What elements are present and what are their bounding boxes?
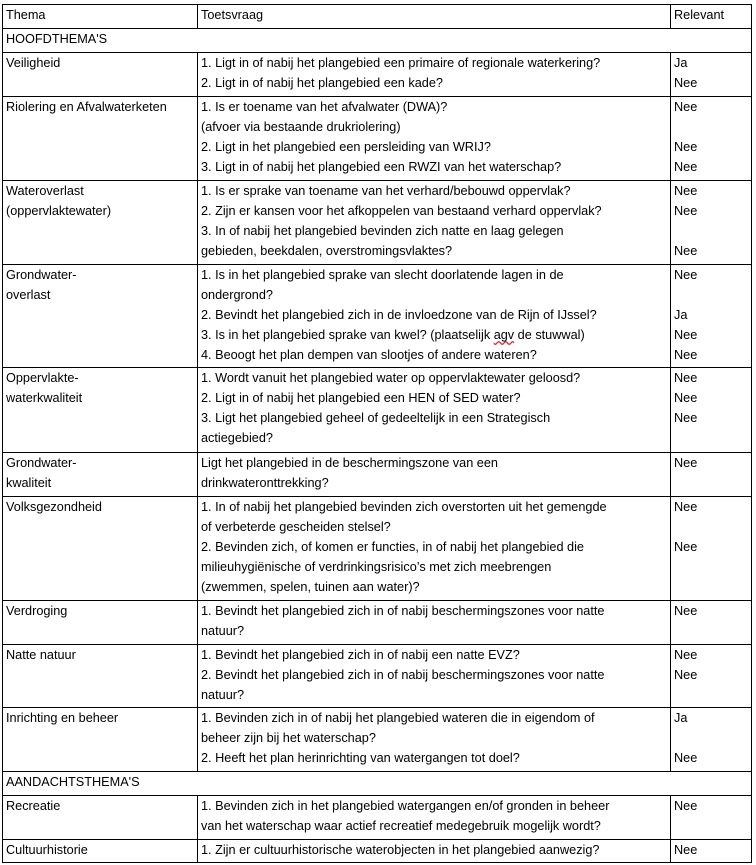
toetsvraag-line: of verbeterde gescheiden stelsel?: [201, 520, 391, 534]
thema-cell-text: overlast: [6, 288, 51, 302]
thema-cell-text: Inrichting en beheer: [6, 711, 119, 725]
thema-cell-text: Cultuurhistorie: [6, 843, 88, 857]
relevant-value: Ja: [674, 56, 688, 70]
relevant-value: Nee: [674, 456, 698, 470]
relevant-value: Nee: [674, 500, 698, 514]
toetsvraag-line: (afvoer via bestaande drukriolering): [201, 120, 401, 134]
table-rule: [2, 4, 752, 5]
thema-cell-text: Veiligheid: [6, 56, 61, 70]
relevant-value: Nee: [674, 799, 698, 813]
relevant-value: Nee: [674, 411, 698, 425]
toetsvraag-line: milieuhygiënische of verdrinkingsrisico’s met zich meebrengen: [201, 560, 552, 574]
thema-cell-text: Grondwater-: [6, 268, 77, 282]
toetsvraag-line: van het waterschap waar actief recreatief medegebruik mogelijk wordt?: [201, 819, 601, 833]
relevant-value: Nee: [674, 371, 698, 385]
relevant-value: Nee: [674, 604, 698, 618]
toetsvraag-line: ondergrond?: [201, 288, 273, 302]
toetsvraag-line: 2. Bevinden zich, of komen er functies, in of nabij het plangebied die: [201, 540, 584, 554]
relevant-value: Ja: [674, 711, 688, 725]
relevant-value: Nee: [674, 348, 698, 362]
toetsvraag-line: 1. Bevindt het plangebied zich in of nabij een natte EVZ?: [201, 648, 520, 662]
thema-cell-text: Volksgezondheid: [6, 500, 102, 514]
relevant-value: Nee: [674, 204, 698, 218]
table-column-rule: [197, 52, 198, 772]
thema-cell-text: Natte natuur: [6, 648, 76, 662]
toetsvraag-line: beheer zijn bij het waterschap?: [201, 731, 376, 745]
table-column-rule: [197, 795, 198, 863]
relevant-value: Nee: [674, 244, 698, 258]
relevant-value: Nee: [674, 540, 698, 554]
toetsvraag-line: drinkwateronttrekking?: [201, 476, 329, 490]
toetsvraag-line: 1. Wordt vanuit het plangebied water op oppervlaktewater geloosd?: [201, 371, 581, 385]
thema-cell-text: Wateroverlast: [6, 184, 84, 198]
relevant-value: Nee: [674, 668, 698, 682]
toetsvraag-line: 1. In of nabij het plangebied bevinden zich overstorten uit het gemengde: [201, 500, 607, 514]
relevant-value: Nee: [674, 648, 698, 662]
toetsvraag-line: 1. Ligt in of nabij het plangebied een primaire of regionale waterkering?: [201, 56, 601, 70]
column-header-relevant: Relevant: [674, 8, 725, 22]
toetsvraag-line: (zwemmen, spelen, tuinen aan water)?: [201, 580, 420, 594]
toetsvraag-line: 1. Bevinden zich in of nabij het plangebied wateren die in eigendom of: [201, 711, 595, 725]
toetsvraag-line: natuur?: [201, 688, 245, 702]
toetsvraag-line: 2. Bevindt het plangebied zich in of nabij beschermingszones voor natte: [201, 668, 605, 682]
toetsvraag-line: natuur?: [201, 624, 245, 638]
table-column-rule: [197, 4, 198, 29]
thema-cell-text: waterkwaliteit: [6, 391, 83, 405]
thema-cell-text: Riolering en Afvalwaterketen: [6, 100, 167, 114]
relevant-value: Nee: [674, 391, 698, 405]
toetsvraag-line: 1. Bevindt het plangebied zich in of nabij beschermingszones voor natte: [201, 604, 605, 618]
relevant-value: Nee: [674, 751, 698, 765]
toetsvraag-line: 1. Is in het plangebied sprake van slecht doorlatende lagen in de: [201, 268, 564, 282]
toetsvraag-line: 2. Heeft het plan herinrichting van watergangen tot doel?: [201, 751, 520, 765]
column-header-toetsvraag: Toetsvraag: [201, 8, 264, 22]
toetsvraag-line: 3. In of nabij het plangebied bevinden zich natte en laag gelegen: [201, 224, 564, 238]
table-column-rule: [670, 795, 671, 863]
relevant-value: Nee: [674, 328, 698, 342]
relevant-value: Nee: [674, 160, 698, 174]
toetsvraag-line: 1. Is er sprake van toename van het verhard/bebouwd oppervlak?: [201, 184, 571, 198]
toetsvraag-line: 2. Ligt in het plangebied een persleiding van WRIJ?: [201, 140, 491, 154]
toetsvraag-line: 2. Zijn er kansen voor het afkoppelen van bestaand verhard oppervlak?: [201, 204, 602, 218]
toetsvraag-line: 3. Ligt in of nabij het plangebied een RWZI van het waterschap?: [201, 160, 562, 174]
relevant-value: Nee: [674, 184, 698, 198]
toetsvraag-line: 1. Bevinden zich in het plangebied watergangen en/of gronden in beheer: [201, 799, 610, 813]
thema-cell-text: Grondwater-: [6, 456, 77, 470]
toetsvraag-line: 2. Ligt in of nabij het plangebied een kade?: [201, 76, 443, 90]
thema-cell-text: kwaliteit: [6, 476, 52, 490]
thema-cell-text: Verdroging: [6, 604, 68, 618]
toetsvraag-line: 3. Is in het plangebied sprake van kwel? (plaatselijk agv de stuwwal): [201, 328, 585, 342]
column-header-thema: Thema: [6, 8, 46, 22]
toetsvraag-line: Ligt het plangebied in de beschermingszone van een: [201, 456, 498, 470]
relevant-value: Nee: [674, 140, 698, 154]
toetsvraag-line: 4. Beoogt het plan dempen van slootjes of andere wateren?: [201, 348, 537, 362]
thema-cell-text: Recreatie: [6, 799, 61, 813]
toetsvraag-line: 1. Zijn er cultuurhistorische waterobjecten in het plangebied aanwezig?: [201, 843, 600, 857]
toetsvraag-line: 2. Bevindt het plangebied zich in de invloedzone van de Rijn of IJssel?: [201, 308, 597, 322]
thema-cell-text: (oppervlaktewater): [6, 204, 112, 218]
toetsvraag-line: actiegebied?: [201, 431, 273, 445]
relevant-value: Ja: [674, 308, 688, 322]
toetsvraag-line: gebieden, beekdalen, overstromingsvlaktes?: [201, 244, 453, 258]
section-heading-aandachtsthemas: AANDACHTSTHEMA'S: [6, 775, 140, 789]
toetsvraag-line: 2. Ligt in of nabij het plangebied een HEN of SED water?: [201, 391, 521, 405]
table-column-rule: [670, 52, 671, 772]
toetsvraag-line: 1. Is er toename van het afvalwater (DWA)?: [201, 100, 448, 114]
table-column-rule: [2, 4, 3, 863]
table-rule: [2, 28, 752, 29]
toetsvraag-line: 3. Ligt het plangebied geheel of gedeeltelijk in een Strategisch: [201, 411, 551, 425]
relevant-value: Nee: [674, 76, 698, 90]
table-column-rule: [670, 4, 671, 29]
relevant-value: Nee: [674, 843, 698, 857]
table-column-rule: [751, 4, 752, 863]
relevant-value: Nee: [674, 268, 698, 282]
table-rule: [2, 862, 752, 863]
section-heading-hoofdthemas: HOOFDTHEMA'S: [6, 32, 108, 46]
spellcheck-mark: agv: [493, 328, 515, 342]
thema-cell-text: Oppervlakte-: [6, 371, 79, 385]
relevant-value: Nee: [674, 100, 698, 114]
